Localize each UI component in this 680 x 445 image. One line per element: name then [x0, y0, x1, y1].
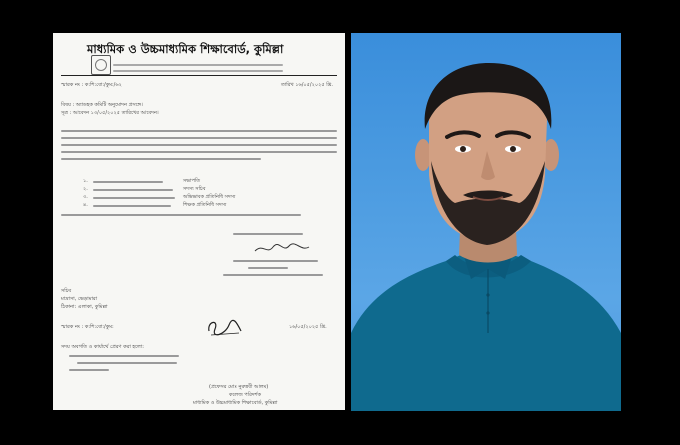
website-line — [113, 70, 283, 72]
member-role: সভাপতি — [183, 178, 201, 184]
memo-date: তারিখ ১৬/০৫/২০২৫ খ্রি. — [281, 82, 333, 88]
subject-line: বিষয় : অ্যাডহক কমিটি অনুমোদন প্রসঙ্গে। — [61, 102, 143, 108]
copy-recipient — [69, 369, 109, 371]
address-line — [113, 64, 283, 66]
body-text-line — [61, 137, 337, 139]
signer-line — [223, 274, 323, 276]
portrait-photo — [351, 33, 621, 411]
memo-number: স্মারক নং : ক:শি:বো:/কুম:/৬২ — [61, 82, 122, 88]
member-index: ১. — [83, 178, 88, 184]
member-name — [93, 197, 175, 199]
body-text-line — [61, 151, 337, 153]
header-rule — [61, 75, 337, 76]
member-role: অভিভাবক প্রতিনিধি সদস্য — [183, 194, 236, 200]
signer-line — [233, 260, 318, 262]
copy-recipient — [69, 355, 179, 357]
copy-recipient — [77, 362, 177, 364]
signer-organization: মাধ্যমিক ও উচ্চমাধ্যমিক শিক্ষাবোর্ড, কুমিল্লা — [193, 400, 278, 406]
signer-title: কলেজ পরিদর্শক — [229, 392, 261, 398]
member-index: ৩. — [83, 194, 88, 200]
member-name — [93, 205, 171, 207]
body-text-line — [61, 158, 261, 160]
signature-mark — [253, 241, 313, 257]
addressee-heading: সচিব — [61, 288, 72, 294]
member-index: ৪. — [83, 202, 88, 208]
member-name — [93, 189, 173, 191]
body-text-line — [61, 144, 337, 146]
member-role: শিক্ষক প্রতিনিধি সদস্য — [183, 202, 227, 208]
signer-line — [248, 267, 288, 269]
stamp-signature — [203, 317, 245, 339]
addressee-line: ঠিকানা: এলাকা, কুমিল্লা — [61, 304, 108, 310]
member-role: সদস্য সচিব — [183, 186, 206, 192]
body-text-line — [61, 130, 337, 132]
board-logo — [91, 55, 111, 75]
copy-memo-number: স্মারক নং : ক:শি:বো:/কুম: — [61, 324, 114, 330]
signer-name: (প্রফেসর মোঃ নুরুন্নবী আলম) — [209, 384, 269, 390]
addressee-line: মাদ্রাসা, ভেড়ামারা — [61, 296, 98, 302]
signer-line — [233, 233, 303, 235]
copy-memo-date: ১৬/০৫/২০২৫ খ্রি. — [289, 324, 327, 330]
board-title: মাধ্যমিক ও উচ্চমাধ্যমিক শিক্ষাবোর্ড, কুমিল্লা — [87, 42, 284, 56]
document-scan — [53, 33, 345, 410]
portrait-illustration — [351, 33, 621, 411]
reference-line: সূত্র : আবেদন ১৩/০৫/২০২৫ তারিখের আবেদন। — [61, 110, 159, 116]
member-name — [93, 181, 163, 183]
body-text-line — [61, 214, 301, 216]
copy-heading: সদয় অবগতি ও কার্যার্থে প্রেরণ করা হলো: — [61, 344, 144, 350]
member-index: ২. — [83, 186, 88, 192]
